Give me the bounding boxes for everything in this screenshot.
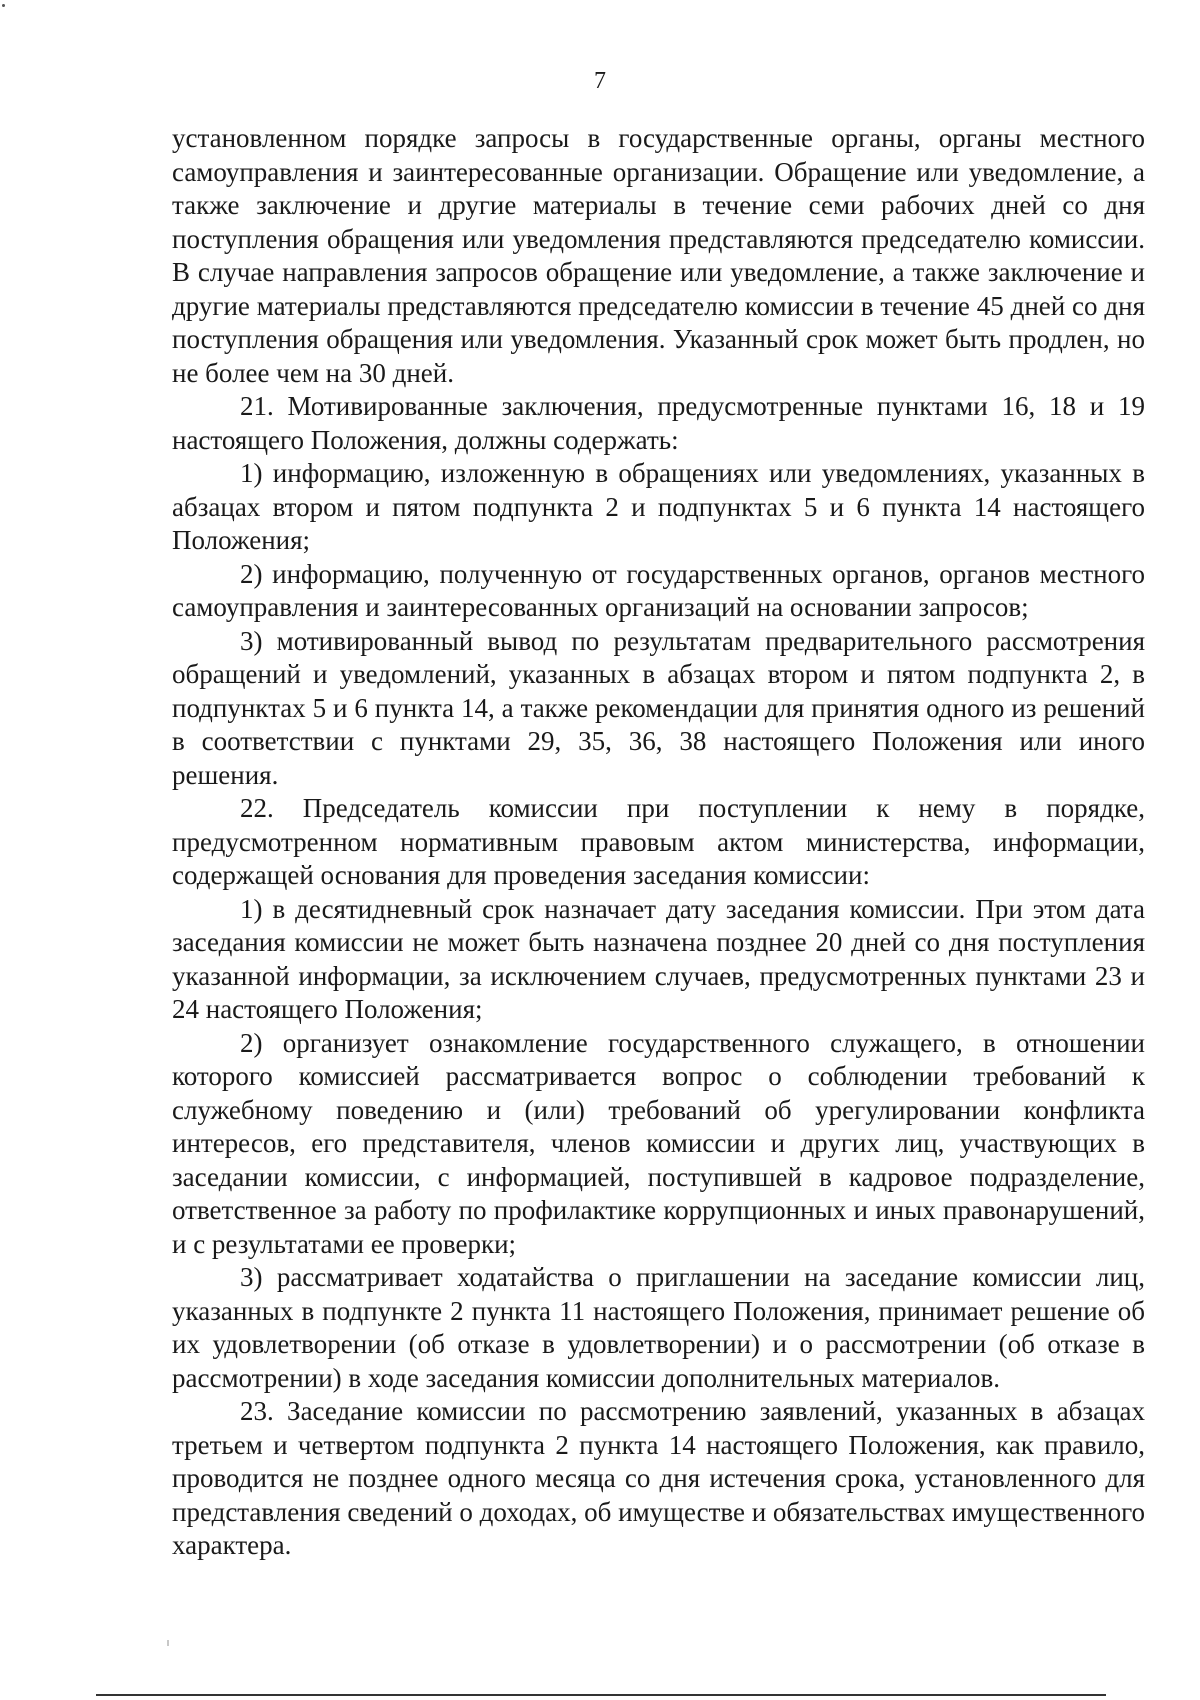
paragraph-continuation: установленном порядке запросы в государственные органы, органы местного самоуправления и заинтересованные организации. Обращение или уведомление, а также заключение и другие материалы в течение семи рабочих дней со дня поступления обращения или уведомления представляются председателю комиссии. В случае направления запросов обращение или уведомление, а также заключение и другие материалы представляются председателю комиссии в течение 45 дней со дня поступления обращения или уведомления. Указанный срок может быть продлен, но не более чем на 30 дней. — [172, 123, 1145, 388]
paragraph-item-21-1: 1) информацию, изложенную в обращениях или уведомлениях, указанных в абзацах втором и пятом подпункта 2 и подпунктах 5 и 6 пункта 14 настоящего Положения; — [172, 458, 1145, 555]
paragraph-item-23: 23. Заседание комиссии по рассмотрению заявлений, указанных в абзацах третьем и четвертом подпункта 2 пункта 14 настоящего Положения, как правило, проводится не позднее одного месяца со дня истечения срока, установленного для представления сведений о доходах, об имуществе и обязательствах имущественного характера. — [172, 1396, 1145, 1560]
scan-margin-mark — [2, 4, 5, 7]
paragraph-item-21: 21. Мотивированные заключения, предусмотренные пунктами 16, 18 и 19 настоящего Положения, должны содержать: — [172, 391, 1145, 455]
page-number: 7 — [594, 68, 606, 94]
paragraph-item-22: 22. Председатель комиссии при поступлении к нему в порядке, предусмотренном нормативным правовым актом министерства, информации, содержащей основания для проведения заседания комиссии: — [172, 793, 1145, 890]
paragraph-item-22-1: 1) в десятидневный срок назначает дату заседания комиссии. При этом дата заседания комиссии не может быть назначена позднее 20 дней со дня поступления указанной информации, за исключением случаев, предусмотренных пунктами 23 и 24 настоящего Положения; — [172, 893, 1145, 1024]
paragraph-item-21-3: 3) мотивированный вывод по результатам предварительного рассмотрения обращений и уведомлений, указанных в абзацах втором и пятом подпункта 2, в подпунктах 5 и 6 пункта 14, а также рекомендации для принятия одного из решений в соответствии с пунктами 29, 35, 36, 38 настоящего Положения или иного решения. — [172, 625, 1145, 790]
bottom-rule — [96, 1694, 1106, 1696]
paragraph-item-22-2: 2) организует ознакомление государственного служащего, в отношении которого комиссией рассматривается вопрос о соблюдении требований к служебному поведению и (или) требований об урегулировании конфликта интересов, его представителя, членов комиссии и других лиц, участвующих в заседании комиссии, с информацией, поступившей в кадровое подразделение, ответственное за работу по профилактике коррупционных и иных правонарушений, и с результатами ее проверки; — [172, 1027, 1145, 1259]
document-body — [172, 122, 1145, 1563]
scan-artifact — [167, 1640, 169, 1646]
paragraph-item-21-2: 2) информацию, полученную от государственных органов, органов местного самоуправления и заинтересованных организаций на основании запросов; — [172, 558, 1145, 622]
paragraph-item-22-3: 3) рассматривает ходатайства о приглашении на заседание комиссии лиц, указанных в подпункте 2 пункта 11 настоящего Положения, принимает решение об их удовлетворении (об отказе в удовлетворении) и о рассмотрении (об отказе в рассмотрении) в ходе заседания комиссии дополнительных материалов. — [172, 1262, 1145, 1393]
